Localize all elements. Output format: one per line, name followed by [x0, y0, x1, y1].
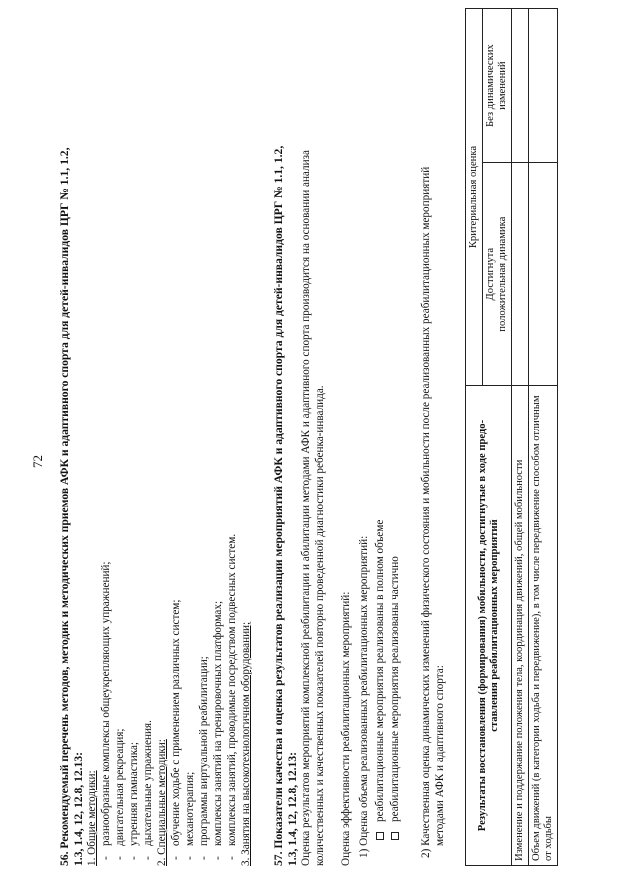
positive-dynamics-cell [512, 163, 529, 386]
general-item: - разнообразные комплексы общеукрепляющих упражнений; [100, 561, 113, 846]
positive-dynamics-cell [529, 163, 558, 386]
option-partial: реабилитационные мероприятия реализованы частично [389, 556, 402, 840]
general-item: - дыхательные упражнения. [142, 720, 155, 846]
efficiency-heading: Оценка эффективности реабилитационных мероприятий: [340, 591, 352, 866]
special-item: - программы виртуальной реабилитации; [198, 656, 211, 846]
criteria-table [465, 8, 558, 866]
results-column-header: Результаты восстановления (формирования) мобильности, достигнутые в ходе предо- ставления реабилитационных мероприятий [466, 386, 512, 866]
special-item: - механотерапия; [184, 772, 197, 846]
special-item: - комплексы занятий на тренировочных платформах; [212, 601, 225, 846]
option-full: реабилитационные мероприятия реализованы в полном объеме [374, 520, 387, 840]
section57-paragraph-line2: количественных и качественных показателей повторно проведенной диагностики ребенка-инвалида. [314, 385, 326, 866]
positive-dynamics-header: Достигнута положительная динамика [483, 163, 512, 386]
criteria-header: Критериальная оценка [466, 9, 483, 386]
special-item: - комплексы занятий, проводимые посредством подвесных систем. [226, 534, 239, 846]
table-row [512, 9, 529, 866]
special-methods-heading: 2. Специальные методики: [156, 739, 168, 866]
section57-paragraph-line1: Оценка результатов мероприятий комплексной реабилитации и абилитации методами АФК и адаптивного спорта производится на основании анализа [300, 150, 312, 866]
section56-title-line2: 1.3, 1.4, 12, 12.8, 12.13: [72, 751, 85, 866]
item1-volume: 1) Оценка объема реализованных реабилитационных мероприятий: [358, 535, 370, 858]
row-label: Изменение и поддержание положения тела, координация движений, общей мобильности [512, 386, 529, 866]
checkbox-icon [391, 832, 399, 840]
general-item: - двигательная рекреация; [114, 728, 127, 846]
no-changes-cell [529, 9, 558, 163]
general-item: - утренняя гимнастика; [128, 742, 141, 846]
table-header-row [466, 9, 483, 866]
section57-title-line2: 1.3, 1.4, 12, 12.8, 12.13: [286, 751, 299, 866]
item3-high-tech: 3. Занятия на высокотехнологичном оборудовании; [240, 621, 252, 866]
item2-quality-line2: методами АФК и адаптивного спорта: [434, 665, 446, 846]
section56-title-line1: 56. Рекомендуемый перечень методов, методик и методических приемов АФК и адаптивного спорта для детей-инвалидов ЦРГ № 1.1, 1.2, [58, 147, 71, 866]
page-number: 72 [30, 455, 45, 468]
table-row [529, 9, 558, 866]
checkbox-icon [376, 832, 384, 840]
special-item: - обучение ходьбе с применением различных систем; [170, 600, 183, 847]
general-methods-heading: 1. Общие методики: [86, 770, 98, 866]
item2-quality-line1: 2) Качественная оценка динамических изменений физического состояния и мобильности после реализованных реабилитационных мероприятий [420, 166, 432, 858]
no-changes-header: Без динамических изменений [483, 9, 512, 163]
section57-title-line1: 57. Показатели качества и оценка результатов реализации мероприятий АФК и адаптивного спорта для детей-инвалидов ЦРГ № 1.1, 1.2, [272, 145, 285, 866]
row-label: Объем движений (в категории ходьба и передвижение), в том числе передвижение способом отличным от ходьбы [529, 386, 558, 866]
no-changes-cell [512, 9, 529, 163]
